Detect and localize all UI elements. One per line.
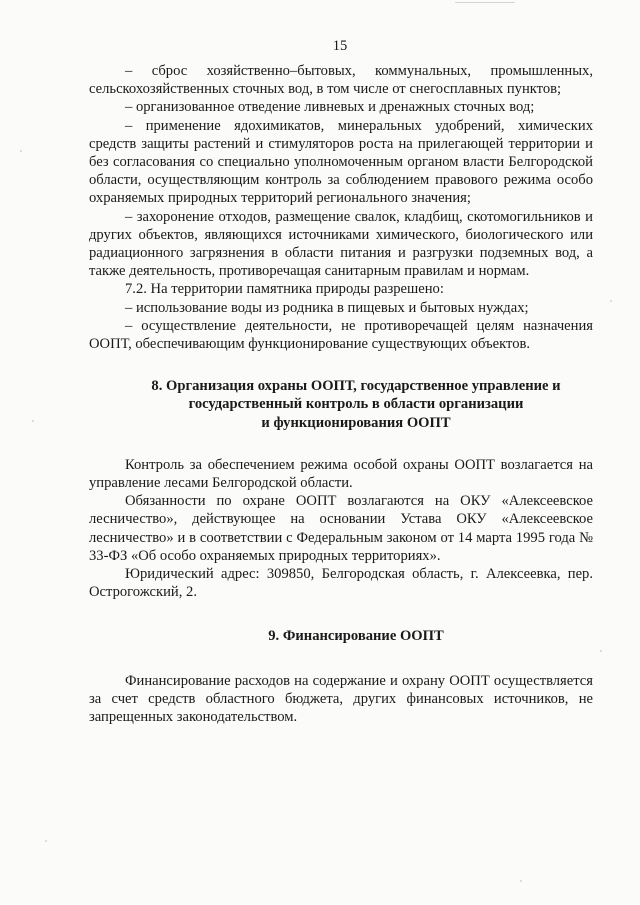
section-9-heading: 9. Финансирование ООПТ	[268, 628, 444, 645]
section-8-heading	[89, 377, 593, 432]
paragraph: Финансирование расходов на содержание и охрану ООПТ осуществляется за счет средств областного бюджета, других финансовых источников, не запрещенных законодательством.	[89, 672, 593, 726]
heading-line: 8. Организация охраны ООПТ, государственное управление и	[151, 378, 561, 395]
paragraph: Юридический адрес: 309850, Белгородская область, г. Алексеевка, пер. Острогожский, 2.	[89, 566, 593, 601]
scan-artifact	[455, 2, 515, 3]
heading-line: и функционирования ООПТ	[261, 414, 451, 431]
paragraph: Контроль за обеспечением режима особой охраны ООПТ возлагается на управление лесами Белгородской области.	[89, 456, 593, 492]
scan-artifact	[600, 650, 602, 652]
heading-line: государственный контроль в области организации	[188, 396, 524, 413]
scan-artifact	[20, 150, 22, 152]
list-item: – осуществление деятельности, не противоречащей целям назначения ООПТ, обеспечивающим функционирование существующих объектов.	[89, 317, 593, 353]
page-number: 15	[332, 38, 348, 54]
document-body	[89, 62, 593, 726]
list-item: – сброс хозяйственно–бытовых, коммунальных, промышленных, сельскохозяйственных сточных вод, в том числе от снегосплавных пунктов;	[89, 63, 593, 98]
paragraph: Обязанности по охране ООПТ возлагаются на ОКУ «Алексеевское лесничество», действующее на основании Устава ОКУ «Алексеевское лесничество» и в соответствии с Федеральным законом от 14 марта 1995 года № 33-ФЗ «Об особо охраняемых природных территориях».	[89, 493, 593, 564]
scan-artifact	[32, 420, 34, 422]
scan-artifact	[520, 880, 522, 882]
list-item: – применение ядохимикатов, минеральных удобрений, химических средств защиты растений и стимуляторов роста на прилегающей территории и без согласования со специально уполномоченным органом власти Белгородской области, осуществляющим контроль за соблюдением правового режима особо охраняемых природных территорий регионального значения;	[89, 117, 593, 207]
section-7-2-intro: 7.2. На территории памятника природы разрешено:	[125, 281, 444, 298]
list-item: – использование воды из родника в пищевых и бытовых нуждах;	[125, 299, 529, 316]
list-item: – захоронение отходов, размещение свалок, кладбищ, скотомогильников и других объектов, являющихся источниками химического, биологического или радиационного загрязнения в области питания и разгрузки подземных вод, а также деятельность, противоречащая санитарным правилам и нормам.	[89, 208, 593, 280]
list-item: – организованное отведение ливневых и дренажных сточных вод;	[125, 99, 535, 116]
scan-artifact	[45, 840, 47, 842]
scan-artifact	[610, 300, 612, 302]
